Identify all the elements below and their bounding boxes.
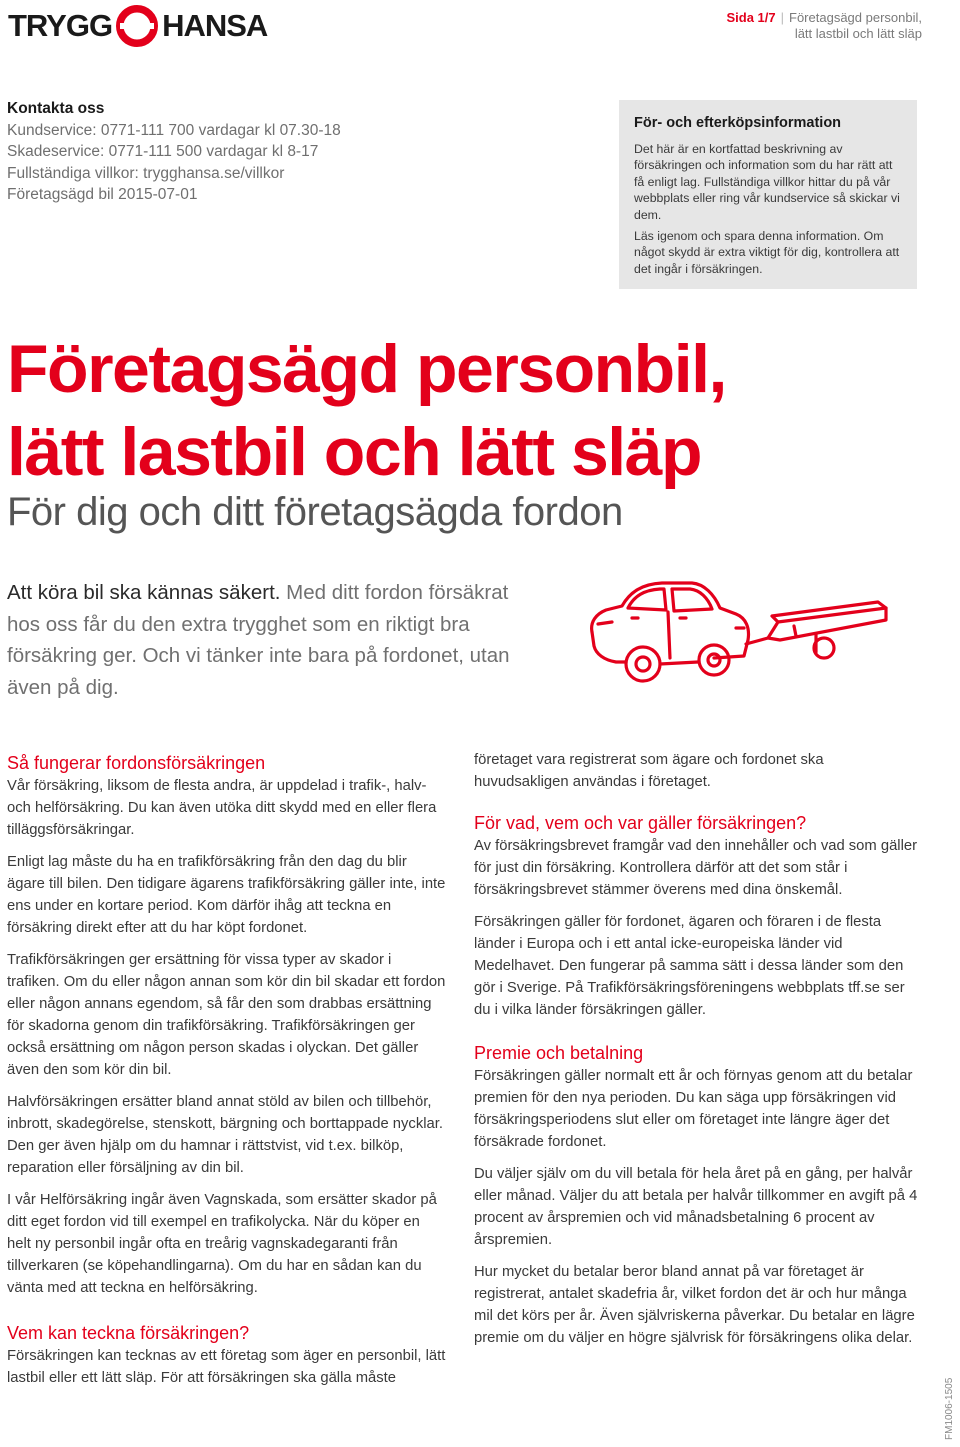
- doc-title-line1: Företagsägd personbil,: [789, 10, 922, 25]
- contact-block: [7, 98, 427, 206]
- paragraph: Försäkringen kan tecknas av ett företag som äger en personbil, lätt lastbil eller ett lätt släp. För att försäkringen ska gälla måste: [7, 1348, 446, 1386]
- logo-word-right: HANSA: [162, 8, 268, 43]
- paragraph: I vår Helförsäkring ingår även Vagnskada, som ersätter skador på ditt eget fordon vid till exempel en trafikolycka. När du köper en helt ny personbil ingår ofta en treårig vagnskadegaranti från tillverkaren (se köpehandlingarna). Om du har en sådan kan du vänta med att teckna en helförsäkring.: [7, 1192, 437, 1296]
- infobox-paragraph-1: Det här är en kortfattad beskrivning av försäkringen och information som du har rätt att få enligt lag. Fullständiga villkor hittar du på vår webbplats eller ring vår kundservice så skickar vi dem.: [634, 142, 900, 222]
- main-title: [7, 328, 726, 494]
- intro-body-1: Med ditt fordon försäkrat hos oss får du den extra trygghet som en riktigt bra försäkring ger.: [7, 581, 509, 667]
- main-title-line2: lätt lastbil och lätt släp: [7, 414, 702, 490]
- paragraph: Du väljer själv om du vill betala för hela året på en gång, per halvår eller månad. Väljer du att betala per halvår tillkommer en avgift på 4 procent av årspremien och vid månadsbetalning 6 procent av årspremien.: [474, 1166, 918, 1248]
- infobox-title: För- och efterköpsinformation: [634, 115, 842, 131]
- paragraph: företaget vara registrerat som ägare och fordonet ska huvudsakligen användas i företaget.: [474, 752, 824, 790]
- car-with-trailer-illustration: [586, 578, 891, 688]
- paragraph: Av försäkringsbrevet framgår vad den innehåller och vad som gäller för just din försäkring. Kontrollera därför att det som står i försäkringsbrevet stämmer överens med dina önskemål.: [474, 838, 918, 898]
- page-info: [726, 10, 922, 42]
- logo-word-left: TRYGG: [8, 8, 113, 43]
- paragraph: Halvförsäkringen ersätter bland annat stöld av bilen och tillbehör, inbrott, skadegörelse, stenskott, bärgning och borttappade nycklar. Den ger även hjälp om du hamnar i rättstvist, vid t.ex. bilköp, reparation eller försäljning av din bil.: [7, 1094, 443, 1176]
- intro-text: [7, 577, 537, 703]
- heading-what-who-where: För vad, vem och var gäller försäkringen?: [474, 813, 807, 833]
- paragraph: Hur mycket du betalar beror bland annat på var företaget är registrerat, antalet skadefria år, vilket fordon det är och hur många mil det körs per år. Även självriskerna påverkar. Du betalar en lägre premie om du väljer en högre självrisk för försäkringens olika delar.: [474, 1264, 915, 1346]
- separator: |: [780, 10, 785, 25]
- lifebuoy-logo-icon: [116, 5, 158, 47]
- doc-title-line2: lätt lastbil och lätt släp: [794, 26, 922, 41]
- trygg-hansa-logo[interactable]: [8, 4, 267, 48]
- intro-body-2: Och vi tänker inte bara på fordonet, utan även på dig.: [7, 644, 510, 699]
- paragraph: Enligt lag måste du ha en trafikförsäkring från den dag du blir ägare till bilen. Den tidigare ägarens trafikförsäkring gäller inte, inte ens under en kortare period. Kom därför ihåg att teckna en försäkring direkt efter att du har köpt fordonet.: [7, 854, 446, 936]
- left-column: [7, 751, 447, 1399]
- contact-title: Kontakta oss: [7, 100, 105, 117]
- paragraph: Försäkringen gäller för fordonet, ägaren och föraren i de flesta länder i Europa och i ett antal icke-europeiska länder vid Medelhavet. Den fungerar på samma sätt i dessa länder som den gör i Sverige. På Trafikförsäkringsföreningens webbplats tff.se ser du i vilka länder försäkringen gäller.: [474, 914, 905, 1018]
- page-number: Sida 1/7: [726, 10, 776, 25]
- heading-how-insurance-works: Så fungerar fordonsförsäkringen: [7, 753, 266, 773]
- form-code: FM1006-1505: [944, 1377, 955, 1440]
- pre-purchase-info-box: [619, 100, 917, 289]
- paragraph: Försäkringen gäller normalt ett år och förnyas genom att du betalar premien för den nya perioden. Du kan säga upp försäkringen vid försäkringsperiodens slut eller om företaget inte längre äger det försäkrade fordonet.: [474, 1068, 913, 1150]
- paragraph: Vår försäkring, liksom de flesta andra, är uppdelad i trafik-, halv- och helförsäkring. Du kan även utöka ditt skydd med en eller flera tilläggsförsäkringar.: [7, 778, 437, 838]
- heading-premium-payment: Premie och betalning: [474, 1043, 644, 1063]
- heading-who-can-buy: Vem kan teckna försäkringen?: [7, 1323, 250, 1343]
- subtitle: För dig och ditt företagsägda fordon: [7, 490, 623, 534]
- terms-link-line[interactable]: Fullständiga villkor: trygghansa.se/villkor: [7, 164, 285, 182]
- paragraph: Trafikförsäkringen ger ersättning för vissa typer av skador i trafiken. Om du eller någon annan som kör din bil skadar ett fordon eller någon annans egendom, så får den som drabbas ersättning för skadorna genom din trafikförsäkring. Trafikförsäkringen ger också ersättning om någon person skadas i olyckan. Det gäller även den som kör din bil.: [7, 952, 446, 1078]
- product-version-line: Företagsägd bil 2015-07-01: [7, 186, 198, 203]
- claims-service-line: Skadeservice: 0771-111 500 vardagar kl 8-17: [7, 143, 319, 160]
- right-column: [474, 749, 919, 1359]
- infobox-paragraph-2: Läs igenom och spara denna information. Om något skydd är extra viktigt för dig, kontrollera att det ingår i försäkringen.: [634, 229, 900, 276]
- intro-lead: Att köra bil ska kännas säkert.: [7, 581, 281, 604]
- main-title-line1: Företagsägd personbil,: [7, 331, 726, 407]
- customer-service-line: Kundservice: 0771-111 700 vardagar kl 07.30-18: [7, 121, 341, 139]
